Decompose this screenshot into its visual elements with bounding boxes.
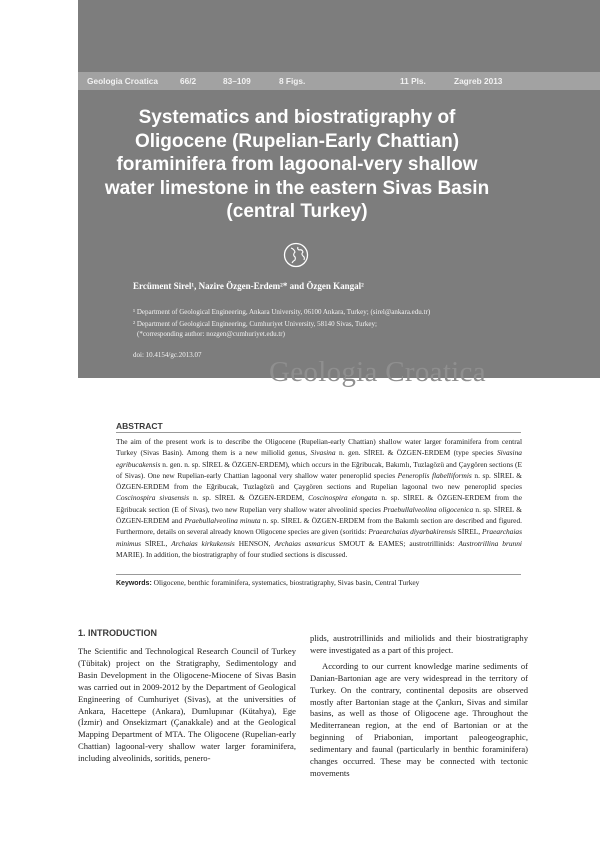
intro-left-column	[78, 646, 296, 765]
affiliation-1: ¹ Department of Geological Engineering, Ankara University, 06100 Ankara, Turkey; (sirel@ankara.edu.tr)	[133, 308, 431, 316]
journal-name: Geologia Croatica	[87, 76, 159, 86]
volume: 66/2	[180, 76, 197, 86]
intro-paragraph: The Scientific and Technological Research Council of Turkey (Tübitak) project on the Stratigraphy, Sedimentology and Basin Development in the Oligocene-Miocene of Sivas Basin was carried out in 2009-2012 by the Department of Geological Engineering of Cumhuriyet (Sivas), at the universities of Ankara, Hacettepe (Ankara), Dumlupınar (Kütahya), Ege (İzmir) and Onsekizmart (Çanakkale) and at the Geological Mapping Department of MTA. The Oligocene (Rupelian-early Chattian) lagoonal-very shallow water larger foraminifera, including alveolinids, soritids, penero-	[78, 646, 296, 764]
abstract-heading: ABSTRACT	[116, 421, 163, 431]
intro-paragraph: According to our current knowledge marine sediments of Danian-Bartonian age are very widespread in the territory of Turkey. On the contrary, continental deposits are observed mostly after Bartonian stage at the Çankırı, Sivas and similar basins, as well as those of Oligocene age. Throughout the Mediterranean region, at the end of Bartonian or at the beginning of Priabonian, important paleogeographic, sedimentary and faunal (particularly in benthic foraminifera) changes occurred. These may be connected with tectonic movements	[310, 660, 528, 778]
authors: Ercüment Sirel¹, Nazire Özgen-Erdem²* and Özgen Kangal²	[133, 281, 364, 291]
abstract-text: The aim of the present work is to describe the Oligocene (Rupelian-early Chattian) shallow water larger foraminifera from central Turkey (Sivas Basin). Among them is a new miliolid genus, Sivasina n. gen. SİREL & ÖZGEN-ERDEM (type species Sivasina egribucakensis n. gen. n. sp. SİREL & ÖZGEN-ERDEM), which occurs in the Eğribucak, Bakımlı, Tuzlagözü and Çaygören sections (E of Sivas). One new Rupelian-early Chattian lagoonal very shallow water peneroplid species Peneroplis flabelliformis n. sp. SİREL & ÖZGEN-ERDEM from the Eğribucak, Tuzlagözü and Çaygören sections and Rupelian lagoonal two new peneroplid species Coscinospira sivasensis n. sp. SİREL & ÖZGEN-ERDEM, Coscinospira elongata n. sp. SİREL & ÖZGEN-ERDEM from the Eğribucak section (E of Sivas), two new Rupelian very shallow water alveolinid species Praebullalveolina oligocenica n. sp. SİREL & ÖZGEN-ERDEM and Praebullalveolina minuta n. sp. SİREL & ÖZGEN-ERDEM from the Bakımlı section are described and figured. Furthermore, details on several already known Oligocene species are given (soritids: Praearchaias diyarbakirensis SİREL, Praearchaias minimus SİREL, Archaias kirkukensis HENSON, Archaias asmaricus SMOUT & EAMES; austrotrillinids: Austrotrillina brunni MARIE). In addition, the biostratigraphy of four studied sections is discussed.	[116, 437, 523, 559]
intro-right-column	[310, 633, 528, 780]
abstract-rule	[116, 432, 521, 433]
intro-paragraph-continued: plids, austrotrillinids and miliolids and their biostratigraphy were investigated as a part of this project.	[310, 633, 528, 655]
globe-icon	[283, 242, 309, 268]
keywords-rule	[116, 574, 521, 575]
article-title: Systematics and biostratigraphy of Oligocene (Rupelian-Early Chattian) foraminifera from lagoonal-very shallow water limestone in the eastern Sivas Basin (central Turkey)	[104, 107, 490, 222]
affiliation-2: ² Department of Geological Engineering, Cumhuriyet University, 58140 Sivas, Turkey;	[133, 320, 377, 328]
section-heading-introduction: 1. INTRODUCTION	[78, 628, 158, 638]
keywords-label: Keywords:	[116, 580, 152, 587]
doi: doi: 10.4154/gc.2013.07	[133, 351, 202, 359]
plate-count: 11 Pls.	[400, 76, 426, 86]
place-year: Zagreb 2013	[454, 76, 503, 86]
keywords-text: Oligocene, benthic foraminifera, systematics, biostratigraphy, Sivas basin, Central Turkey	[151, 578, 420, 587]
journal-watermark: Geologia Croatica	[269, 356, 486, 388]
page-range: 83–109	[223, 76, 251, 86]
keywords	[116, 578, 419, 587]
corresponding-author: (*corresponding author: nozgen@cumhuriyet.edu.tr)	[137, 330, 285, 338]
figure-count: 8 Figs.	[279, 76, 306, 86]
journal-meta-bar	[78, 72, 600, 90]
